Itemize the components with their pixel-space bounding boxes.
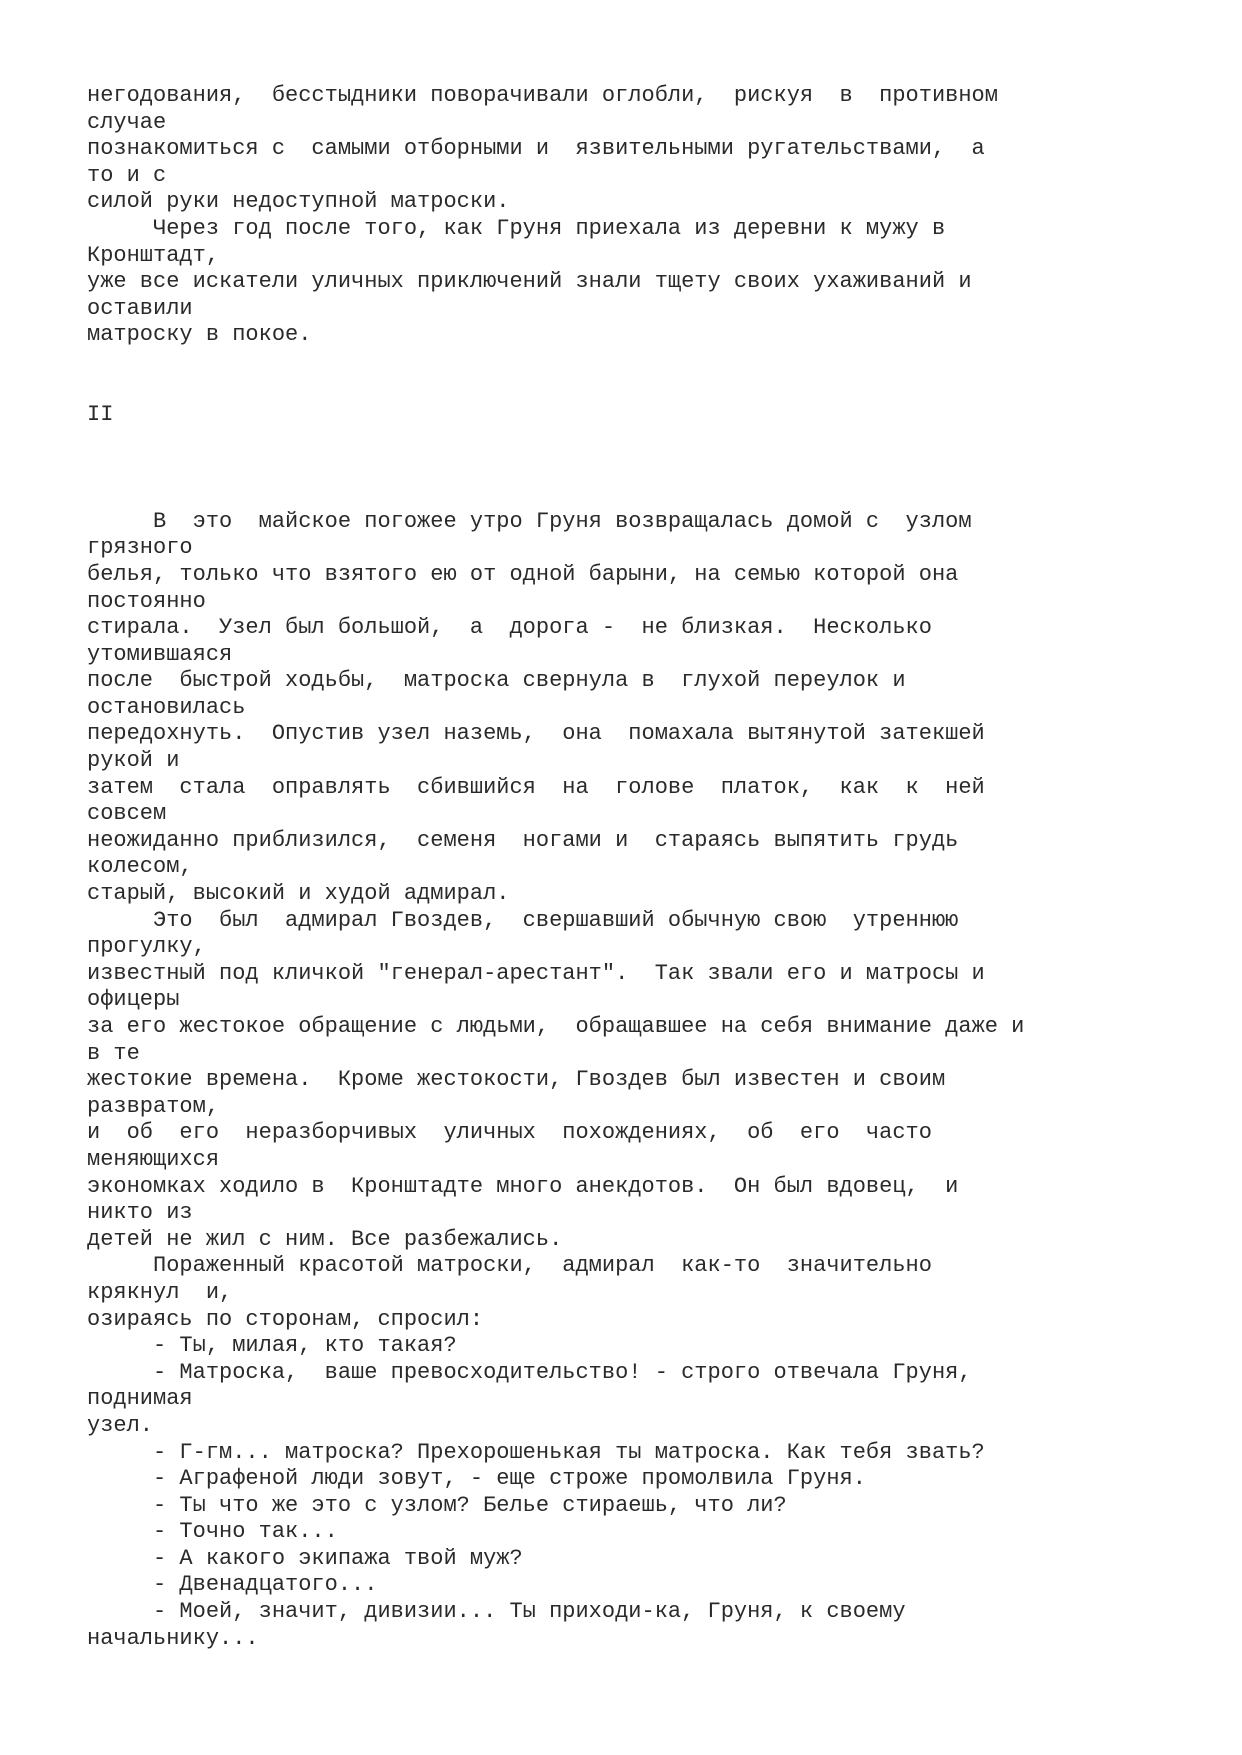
text-line: озираясь по сторонам, спросил: [87,1306,484,1332]
text-line: негодования, бесстыдники поворачивали оглобли, рискуя в противном [87,83,998,108]
text-block-section-two [87,509,1187,1653]
text-line: неожиданно приблизился, семеня ногами и стараясь выпятить грудь [87,827,959,853]
text-line: уже все искатели уличных приключений знали тщету своих ухаживаний и [87,269,972,295]
text-line: стирала. Узел был большой, а дорога - не близкая. Несколько [87,615,932,641]
text-line: в те [87,1040,140,1066]
text-line: и об его неразборчивых уличных похождениях, об его часто [87,1120,932,1146]
text-line: - А какого экипажа твой муж? [87,1545,523,1571]
text-line: крякнул и, [87,1279,233,1305]
text-line: начальнику... [87,1625,259,1651]
text-line: Через год после того, как Груня приехала из деревни к мужу в [87,215,946,241]
text-line: рукой и [87,748,180,774]
text-line: колесом, [87,854,193,880]
document-page [87,83,1187,1652]
text-line: известный под кличкой "генерал-арестант". Так звали его и матросы и [87,960,985,986]
text-line: - Ты, милая, кто такая? [87,1333,457,1359]
text-line: постоянно [87,588,206,614]
text-line: офицеры [87,987,180,1013]
text-line: - Точно так... [87,1519,338,1545]
text-line: - Ты что же это с узлом? Белье стираешь, что ли? [87,1492,787,1518]
text-line: матроску в покое. [87,322,312,348]
text-line: прогулку, [87,934,206,960]
text-line: Кронштадт, [87,242,220,268]
text-line: случае [87,109,167,135]
text-line: белья, только что взятого ею от одной барыни, на семью которой она [87,561,959,587]
text-line: передохнуть. Опустив узел наземь, она помахала вытянутой затекшей [87,721,985,747]
text-line: остановилась [87,694,246,720]
text-line: узел. [87,1412,154,1438]
text-line: оставили [87,295,193,321]
text-block-section-one [87,83,1187,349]
text-line: грязного [87,535,193,561]
text-line: после быстрой ходьбы, матроска свернула в глухой переулок и [87,668,906,694]
spacer [87,349,1187,376]
text-line: детей не жил с ним. Все разбежались. [87,1226,563,1252]
text-line: силой руки недоступной матроски. [87,189,510,215]
text-line: - Г-гм... матроска? Прехорошенькая ты матроска. Как тебя звать? [87,1439,985,1465]
text-line: развратом, [87,1093,220,1119]
text-line: В это майское погожее утро Груня возвращалась домой с узлом [87,508,972,534]
text-line: утомившаяся [87,641,233,667]
text-line: - Аграфеной люди зовут, - еще строже промолвила Груня. [87,1466,866,1492]
text-line: за его жестокое обращение с людьми, обращавшее на себя внимание даже и [87,1014,1025,1039]
text-line: Пораженный красотой матроски, адмирал как-то значительно [87,1253,932,1279]
text-line: - Моей, значит, дивизии... Ты приходи-ка, Груня, к своему [87,1599,906,1625]
text-line: экономках ходило в Кронштадте много анекдотов. Он был вдовец, и [87,1173,959,1199]
text-line: затем стала оправлять сбившийся на голове платок, как к ней [87,774,985,800]
text-line: никто из [87,1200,193,1226]
text-line: поднимая [87,1386,193,1412]
text-line: жестокие времена. Кроме жестокости, Гвоздев был известен и своим [87,1067,946,1093]
text-line: то и с [87,162,167,188]
text-line: - Матроска, ваше превосходительство! - строго отвечала Груня, [87,1359,972,1385]
text-line: Это был адмирал Гвоздев, свершавший обычную свою утреннюю [87,907,959,933]
text-line: совсем [87,801,167,827]
chapter-heading: II [87,402,114,428]
text-line: старый, высокий и худой адмирал. [87,881,510,907]
text-line: меняющихся [87,1146,220,1172]
text-line: познакомиться с самыми отборными и язвительными ругательствами, а [87,136,985,162]
text-line: - Двенадцатого... [87,1572,378,1598]
